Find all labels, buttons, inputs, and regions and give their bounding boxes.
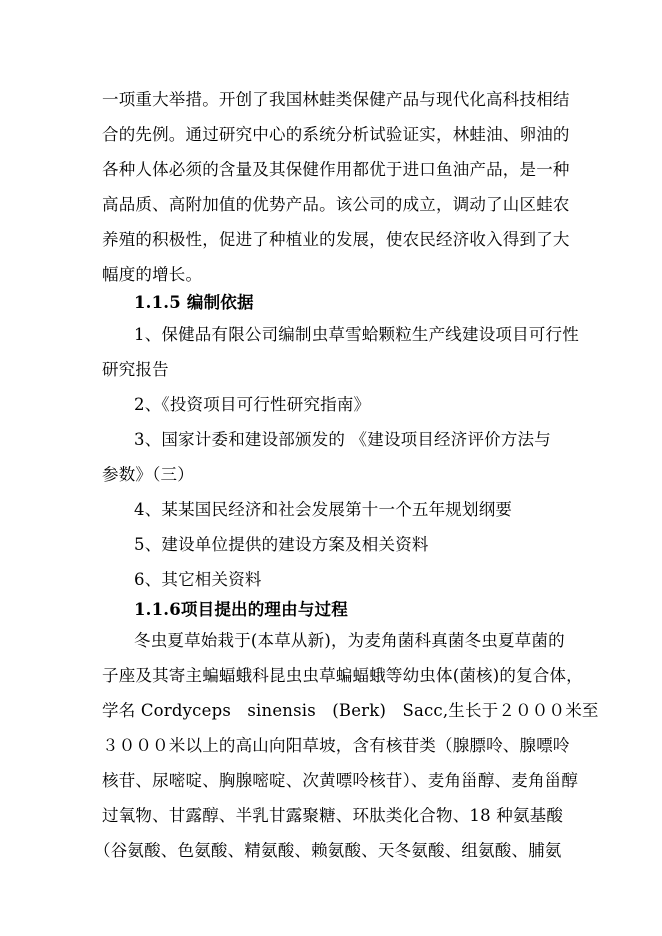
body-line: 冬虫夏草始栽于(本草从新)，为麦角菌科真菌冬虫夏草菌的: [134, 631, 565, 650]
intro-line: 各种人体必须的含量及其保健作用都优于进口鱼油产品，是一种: [102, 160, 570, 179]
body-line: 过氧物、甘露醇、半乳甘露聚糖、环肽类化合物、18 种氨基酸: [102, 806, 564, 825]
list-item: 3、国家计委和建设部颁发的 《建设项目经济评价方法与: [134, 430, 551, 449]
body-line: 学名 Cordyceps sinensis (Berk) Sacc,生长于２０００米至: [102, 701, 599, 720]
body-line: 核苷、尿嘧啶、胸腺嘧啶、次黄嘌呤核苷）、麦角甾醇、麦角甾醇: [102, 771, 579, 790]
section-heading-1-1-5: 1.1.5 编制依据: [134, 293, 254, 312]
list-item: 6、其它相关资料: [134, 570, 262, 589]
body-line: （谷氨酸、色氨酸、精氨酸、赖氨酸、天冬氨酸、组氨酸、脯氨: [94, 841, 562, 860]
body-line: 子座及其寄主蝙蝠蛾科昆虫虫草蝙蝠蛾等幼虫体(菌核)的复合体，: [102, 666, 583, 685]
intro-line: 高品质、高附加值的优势产品。该公司的成立，调动了山区蛙农: [102, 195, 570, 214]
list-item: 2、《投资项目可行性研究指南》: [134, 395, 371, 414]
list-item-continuation: 参数》（三）: [102, 465, 194, 484]
intro-line: 养殖的积极性，促进了种植业的发展，使农民经济收入得到了大: [102, 230, 570, 249]
list-item-continuation: 研究报告: [102, 360, 169, 379]
intro-line: 一项重大举措。开创了我国林蛙类保健产品与现代化高科技相结: [102, 90, 570, 109]
list-item: 4、某某国民经济和社会发展第十一个五年规划纲要: [134, 500, 513, 519]
list-item: 5、建设单位提供的建设方案及相关资料: [134, 535, 429, 554]
intro-line: 合的先例。通过研究中心的系统分析试验证实，林蛙油、卵油的: [102, 125, 570, 144]
body-line: ３０００米以上的高山向阳草坡，含有核苷类（腺膘呤、腺嘌呤: [102, 736, 570, 755]
section-heading-1-1-6: 1.1.6项目提出的理由与过程: [134, 600, 348, 619]
list-item: 1、保健品有限公司编制虫草雪蛤颗粒生产线建设项目可行性: [134, 325, 579, 344]
intro-line: 幅度的增长。: [102, 265, 203, 284]
